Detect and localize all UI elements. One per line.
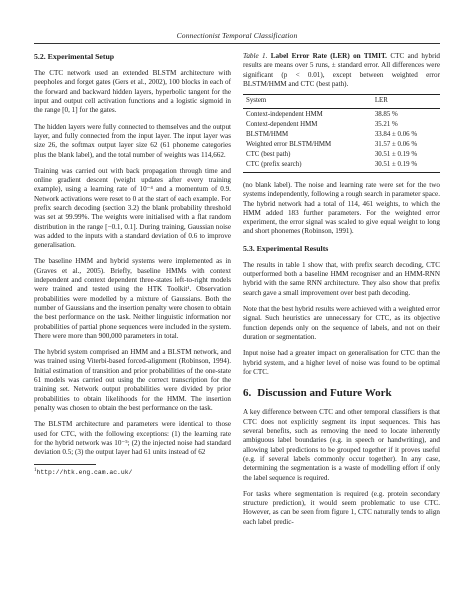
table-cell-ler: 30.51 ± 0.19 % [374,151,418,159]
table-row [243,151,440,161]
table-row [243,109,440,121]
table-caption [243,52,440,89]
paragraph-discussion-2: For tasks where segmentation is required (e.g. protein secondary structure prediction), it would seem problematic to use CTC. However, as can be seen from figure 1, CTC naturally tends to align each label predic- [243,489,440,526]
paragraph-hybrid-system: The hybrid system comprised an HMM and a BLSTM network, and was trained using Viterbi-based forced-alignment (Robinson, 1994). Initial estimation of transition and prior probabilities of the one-state 61 models was carried out using the correct transcription for the training set. Network output probabilities were divided by prior probabilities to obtain likelihoods for the HMM. The insertion penalty was chosen to obtain the best performance on the task. [34,348,231,412]
section-title-5-2: 5.2. Experimental Setup [34,52,115,61]
results-table [243,94,440,173]
paragraph-network-architecture: The CTC network used an extended BLSTM architecture with peepholes and forget gates (Gers et al., 2002), 100 blocks in each of the forward and backward hidden layers, hyperbolic tangent for the input and output cell activation functions and a logistic sigmoid in the range [0, 1] for the gates. [34,69,231,115]
table-cell-ler: 33.84 ± 0.06 % [374,131,418,139]
table-cell-system: CTC (prefix search) [243,161,372,173]
paragraph-results-3: Input noise had a greater impact on generalisation for CTC than the hybrid system, and a higher level of noise was found to be optimal for CTC. [243,349,440,376]
table-cell-system: Context-dependent HMM [246,121,318,129]
paragraph-results-2: Note that the best hybrid results were achieved with a weighted error signal. Such heuristics are unnecessary for CTC, as its objective function depends only on the sequence of labels, and not on their duration or segmentation. [243,305,440,341]
paragraph-training: Training was carried out with back propagation through time and online gradient descent (weight updates after every training example), using a learning rate of 10⁻⁴ and a momentum of 0.9. Network activations were reset to 0 at the start of each example. For prefix search decoding (section 3.2) the blank probability threshold was set at 99.99%. The weights were initialised with a flat random distribution in the range [−0.1, 0.1]. During training, Gaussian noise was added to the inputs with a standard deviation of 0.6 to improve generalisation. [34,166,231,250]
paragraph-layers: The hidden layers were fully connected to themselves and the output layer, and fully connected from the input layer. The input layer was size 26, the softmax output layer size 62 (61 phoneme categories plus the blank label), and the total number of weights was 114,662. [34,122,231,159]
paragraph-blstm-exceptions: The BLSTM architecture and parameters were identical to those used for CTC, with the following exceptions: (1) the learning rate for the hybrid network was 10⁻⁵; (2) the injected noise had standard deviation 0.5; (3) the output layer had 61 units instead of 62 [34,420,231,457]
paragraph-results-1: The results in table 1 show that, with prefix search decoding, CTC outperformed both a baseline HMM recogniser and an HMM-RNN hybrid with the same RNN architecture. They also show that prefix search gave a small improvement over best path decoding. [243,260,440,297]
paragraph-discussion-1: A key difference between CTC and other temporal classifiers is that CTC does not explicitly segment its input sequences. This has several benefits, such as removing the need to locate inherently ambiguous label boundaries (e.g. in speech or handwriting), and allowing label predictions to be grouped together if it proves useful (e.g. if several labels commonly occur together). In any case, determining the segmentation is a waste of modelling effort if only the label sequence is required. [243,408,440,482]
paragraph-no-blank-label: (no blank label). The noise and learning rate were set for the two systems independently, following a rough search in parameter space. The hybrid network had a total of 114, 461 weights, to which the HMM added 183 further parameters. For the weighted error experiment, the error signal was scaled to give equal weight to long and short phonemes (Robinson, 1991). [243,180,440,236]
table-caption-text: CTC and hybrid results are means over 5 runs, ± standard error. All differences were significant (p < 0.01), except between weighted error BLSTM/HMM and CTC (best path). [243,52,440,88]
section-6-title: Discussion and Future Work [257,387,392,400]
table-row [243,141,440,151]
table-caption-title: Label Error Rate (LER) on TIMIT. [270,52,387,60]
section-title-5-3: 5.3. Experimental Results [243,243,329,253]
section-title-6 [243,386,440,400]
section-6-number: 6. [243,387,252,400]
table-cell-ler: 30.51 ± 0.19 % [372,161,440,173]
table-cell-ler: 35.21 % [374,121,398,129]
table-cell-system: Context-independent HMM [246,111,323,119]
paragraph-baseline-hmm: The baseline HMM and hybrid systems were implemented as in (Graves et al., 2005). Briefly, baseline HMMs with context independent and context dependent three-states left-to-right models were trained and tested using the HTK Toolkit¹. Observation probabilities were modelled by a mixture of Gaussians. Both the number of Gaussians and the insertion penalty were chosen to obtain the best performance on the task. Neither linguistic information nor probabilities of partial phone sequences were included in the system. There were more than 900,000 parameters in total. [34,257,231,340]
table-cell-ler: 31.57 ± 0.06 % [374,141,418,149]
footnote-url[interactable]: http://htk.eng.cam.ac.uk/ [36,469,133,477]
table-row [243,131,440,141]
table-cell-system: BLSTM/HMM [246,131,289,139]
table-cell-ler: 38.85 % [374,111,398,119]
left-column [34,52,231,478]
table-row [243,161,440,173]
table-row [243,121,440,131]
table-caption-label: Table 1. [243,52,268,60]
table-header-row [243,95,440,109]
table-header-system: System [243,95,372,109]
footnote-mark: 1 [34,468,37,474]
table-cell-system: Weighted error BLSTM/HMM [246,141,332,149]
running-head: Connectionist Temporal Classification [34,31,440,44]
table-header-ler: LER [372,95,440,109]
right-column [243,52,440,534]
footnote-rule [34,464,96,465]
table-cell-system: CTC (best path) [246,151,291,159]
footnote [34,468,231,477]
